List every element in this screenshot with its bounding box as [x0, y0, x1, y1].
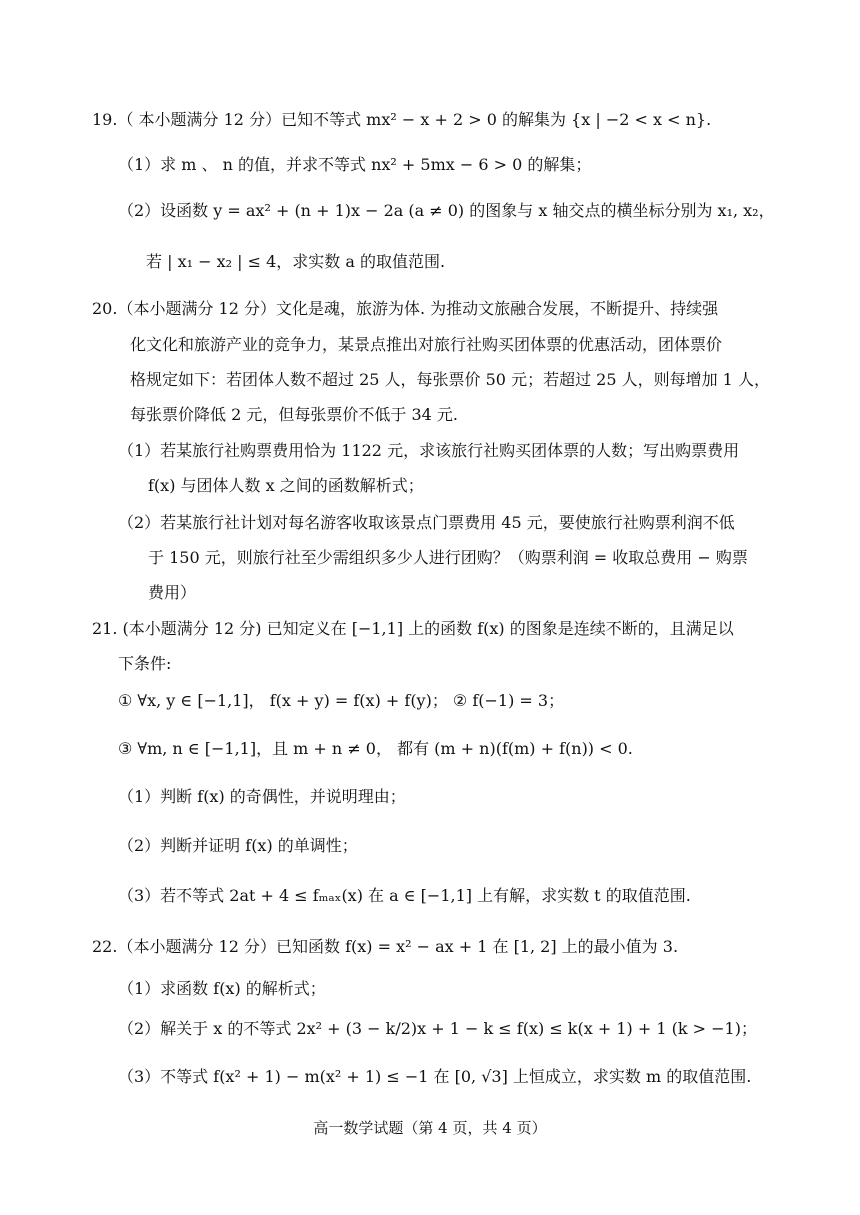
q21-stem-line2: 下条件: — [118, 654, 172, 673]
q22-part1: （1）求函数 f(x) 的解析式； — [118, 979, 326, 998]
q20-part2-line1: （2）若某旅行社计划对每名游客收取该景点门票费用 45 元，要使旅行社购票利润不低 — [118, 513, 735, 532]
q20-part1-line1: （1）若某旅行社购票费用恰为 1122 元，求该旅行社购买团体票的人数；写出购票费用 — [118, 441, 740, 460]
q20-stem-line2: 化文化和旅游产业的竞争力，某景点推出对旅行社购买团体票的优惠活动，团体票价 — [130, 335, 723, 354]
q22-part2: （2）解关于 x 的不等式 2x² + (3 − k/2)x + 1 − k ≤ f(x) ≤ k(x + 1) + 1 (k > −1)； — [118, 1019, 757, 1038]
q22-part3: （3）不等式 f(x² + 1) − m(x² + 1) ≤ −1 在 [0, √3] 上恒成立，求实数 m 的取值范围. — [118, 1067, 752, 1086]
q19-part2-line1: （2）设函数 y = ax² + (n + 1)x − 2a (a ≠ 0) 的图象与 x 轴交点的横坐标分别为 x₁, x₂， — [118, 201, 775, 220]
q21-condition-1-2: ① ∀x, y ∈ [−1,1]， f(x + y) = f(x) + f(y)； ② f(−1) = 3； — [118, 691, 565, 710]
q20-stem-line3: 格规定如下：若团体人数不超过 25 人，每张票价 50 元；若超过 25 人，则每增加 1 人， — [130, 370, 770, 389]
q21-stem-line1: 21. (本小题满分 12 分) 已知定义在 [−1,1] 上的函数 f(x) 的图象是连续不断的，且满足以 — [92, 619, 734, 638]
q19-part2-line2: 若 | x₁ − x₂ | ≤ 4，求实数 a 的取值范围. — [146, 252, 446, 271]
q19-part1: （1）求 m 、 n 的值，并求不等式 nx² + 5mx − 6 > 0 的解集； — [118, 155, 592, 174]
q20-part2-line2: 于 150 元，则旅行社至少需组织多少人进行团购？（购票利润 = 收取总费用 − 购票 — [148, 548, 748, 567]
q21-part1: （1）判断 f(x) 的奇偶性，并说明理由； — [118, 787, 406, 806]
q20-part1-line2: f(x) 与团体人数 x 之间的函数解析式； — [148, 476, 424, 495]
q21-condition-3: ③ ∀m, n ∈ [−1,1]，且 m + n ≠ 0， 都有 (m + n)(f(m) + f(n)) < 0. — [118, 739, 633, 758]
q22-stem: 22.（本小题满分 12 分）已知函数 f(x) = x² − ax + 1 在 [1, 2] 上的最小值为 3. — [92, 937, 679, 956]
q20-part2-line3: 费用） — [148, 583, 197, 602]
q21-part3: （3）若不等式 2at + 4 ≤ fₘₐₓ(x) 在 a ∈ [−1,1] 上有解，求实数 t 的取值范围. — [118, 886, 691, 905]
q19-stem: 19.（ 本小题满分 12 分）已知不等式 mx² − x + 2 > 0 的解集为 {x | −2 < x < n}. — [92, 110, 712, 129]
q20-stem-line4: 每张票价降低 2 元，但每张票价不低于 34 元. — [130, 405, 458, 424]
page-footer: 高一数学试题（第 4 页，共 4 页） — [313, 1119, 547, 1137]
q21-part2: （2）判断并证明 f(x) 的单调性； — [118, 836, 358, 855]
q20-stem-line1: 20.（本小题满分 12 分）文化是魂，旅游为体. 为推动文旅融合发展，不断提升、持续强 — [92, 299, 719, 318]
